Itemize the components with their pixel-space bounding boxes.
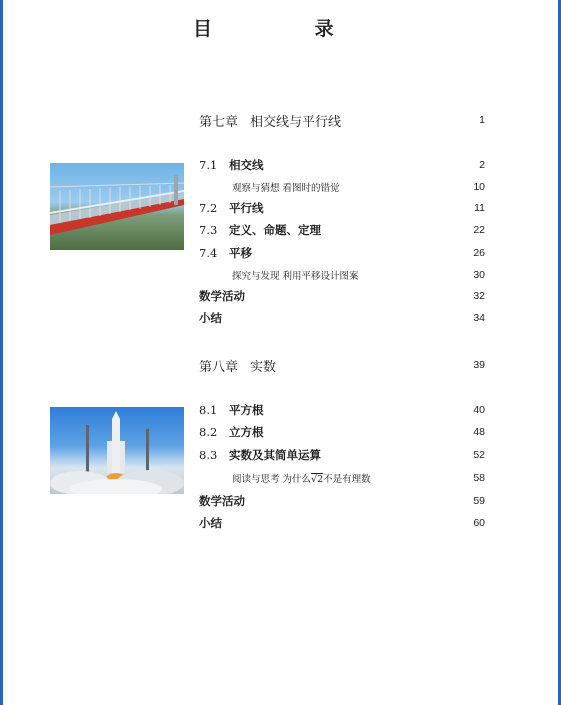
chapter-number: 第七章 — [199, 114, 239, 130]
subsection-title: 观察与猜想 看图时的错觉 — [232, 183, 340, 194]
page-number: 39 — [473, 359, 485, 371]
toc-entry-summary-8[interactable] — [199, 515, 485, 531]
section-title: 平移 — [229, 246, 252, 260]
rocket-launch-photo — [50, 407, 184, 494]
toc-subentry-explore-discover[interactable] — [232, 267, 485, 283]
section-title: 平方根 — [229, 403, 264, 417]
subsection-title-head: 阅读与思考 为什么 — [232, 474, 312, 485]
toc-entry-math-activity-8[interactable] — [199, 493, 485, 509]
page-number: 40 — [473, 404, 485, 416]
toc-entry-8-1[interactable] — [199, 402, 485, 418]
page-number: 59 — [473, 495, 485, 507]
page-number: 1 — [479, 114, 485, 126]
page-number: 30 — [473, 269, 485, 281]
subsection-title — [232, 471, 371, 485]
chapter-number: 第八章 — [199, 359, 239, 375]
chapter-7-heading[interactable] — [199, 112, 485, 128]
subsection-title-tail: 不是有理数 — [323, 474, 371, 485]
page-number: 26 — [473, 247, 485, 259]
toc-subentry-read-think[interactable] — [232, 470, 485, 486]
page-number: 11 — [474, 202, 485, 214]
section-title: 数学活动 — [199, 494, 245, 508]
toc-subentry-observe-guess[interactable] — [232, 179, 485, 195]
toc-entry-7-3[interactable] — [199, 222, 485, 238]
subsection-title: 探究与发现 利用平移设计图案 — [232, 271, 359, 282]
toc-entry-7-4[interactable] — [199, 245, 485, 261]
page-title: 目 录 — [193, 18, 382, 40]
toc-entry-summary-7[interactable] — [199, 310, 485, 326]
section-title: 立方根 — [229, 425, 264, 439]
section-number: 8.1 — [199, 403, 218, 417]
chapter-title: 相交线与平行线 — [250, 114, 342, 130]
section-title: 定义、命题、定理 — [229, 223, 321, 237]
section-number: 8.2 — [199, 425, 218, 439]
section-title: 小结 — [199, 516, 222, 530]
section-number: 7.1 — [199, 158, 218, 172]
toc-entry-7-1[interactable] — [199, 157, 485, 173]
page-number: 60 — [473, 517, 485, 529]
page-number: 48 — [473, 426, 485, 438]
section-title: 相交线 — [229, 158, 264, 172]
page-number: 22 — [473, 224, 485, 236]
section-number: 8.3 — [199, 448, 218, 462]
section-number: 7.2 — [199, 201, 218, 215]
chapter-8-heading[interactable] — [199, 357, 485, 373]
rocket-illustration — [50, 407, 184, 494]
page-number: 2 — [479, 159, 485, 171]
section-number: 7.3 — [199, 223, 218, 237]
page-number: 32 — [473, 290, 485, 302]
page-number: 58 — [473, 472, 485, 484]
sqrt-2-symbol: √2 — [311, 474, 324, 485]
section-title: 实数及其简单运算 — [229, 448, 321, 462]
toc-entry-math-activity-7[interactable] — [199, 288, 485, 304]
section-title: 平行线 — [229, 201, 264, 215]
toc-entry-8-2[interactable] — [199, 424, 485, 440]
bridge-illustration — [50, 163, 184, 250]
section-title: 小结 — [199, 311, 222, 325]
page-number: 34 — [473, 312, 485, 324]
chapter-title: 实数 — [250, 359, 277, 375]
page-number: 10 — [473, 181, 485, 193]
page-number: 52 — [473, 449, 485, 461]
bridge-photo — [50, 163, 184, 250]
toc-entry-8-3[interactable] — [199, 447, 485, 463]
section-title: 数学活动 — [199, 289, 245, 303]
section-number: 7.4 — [199, 246, 218, 260]
toc-entry-7-2[interactable] — [199, 200, 485, 216]
